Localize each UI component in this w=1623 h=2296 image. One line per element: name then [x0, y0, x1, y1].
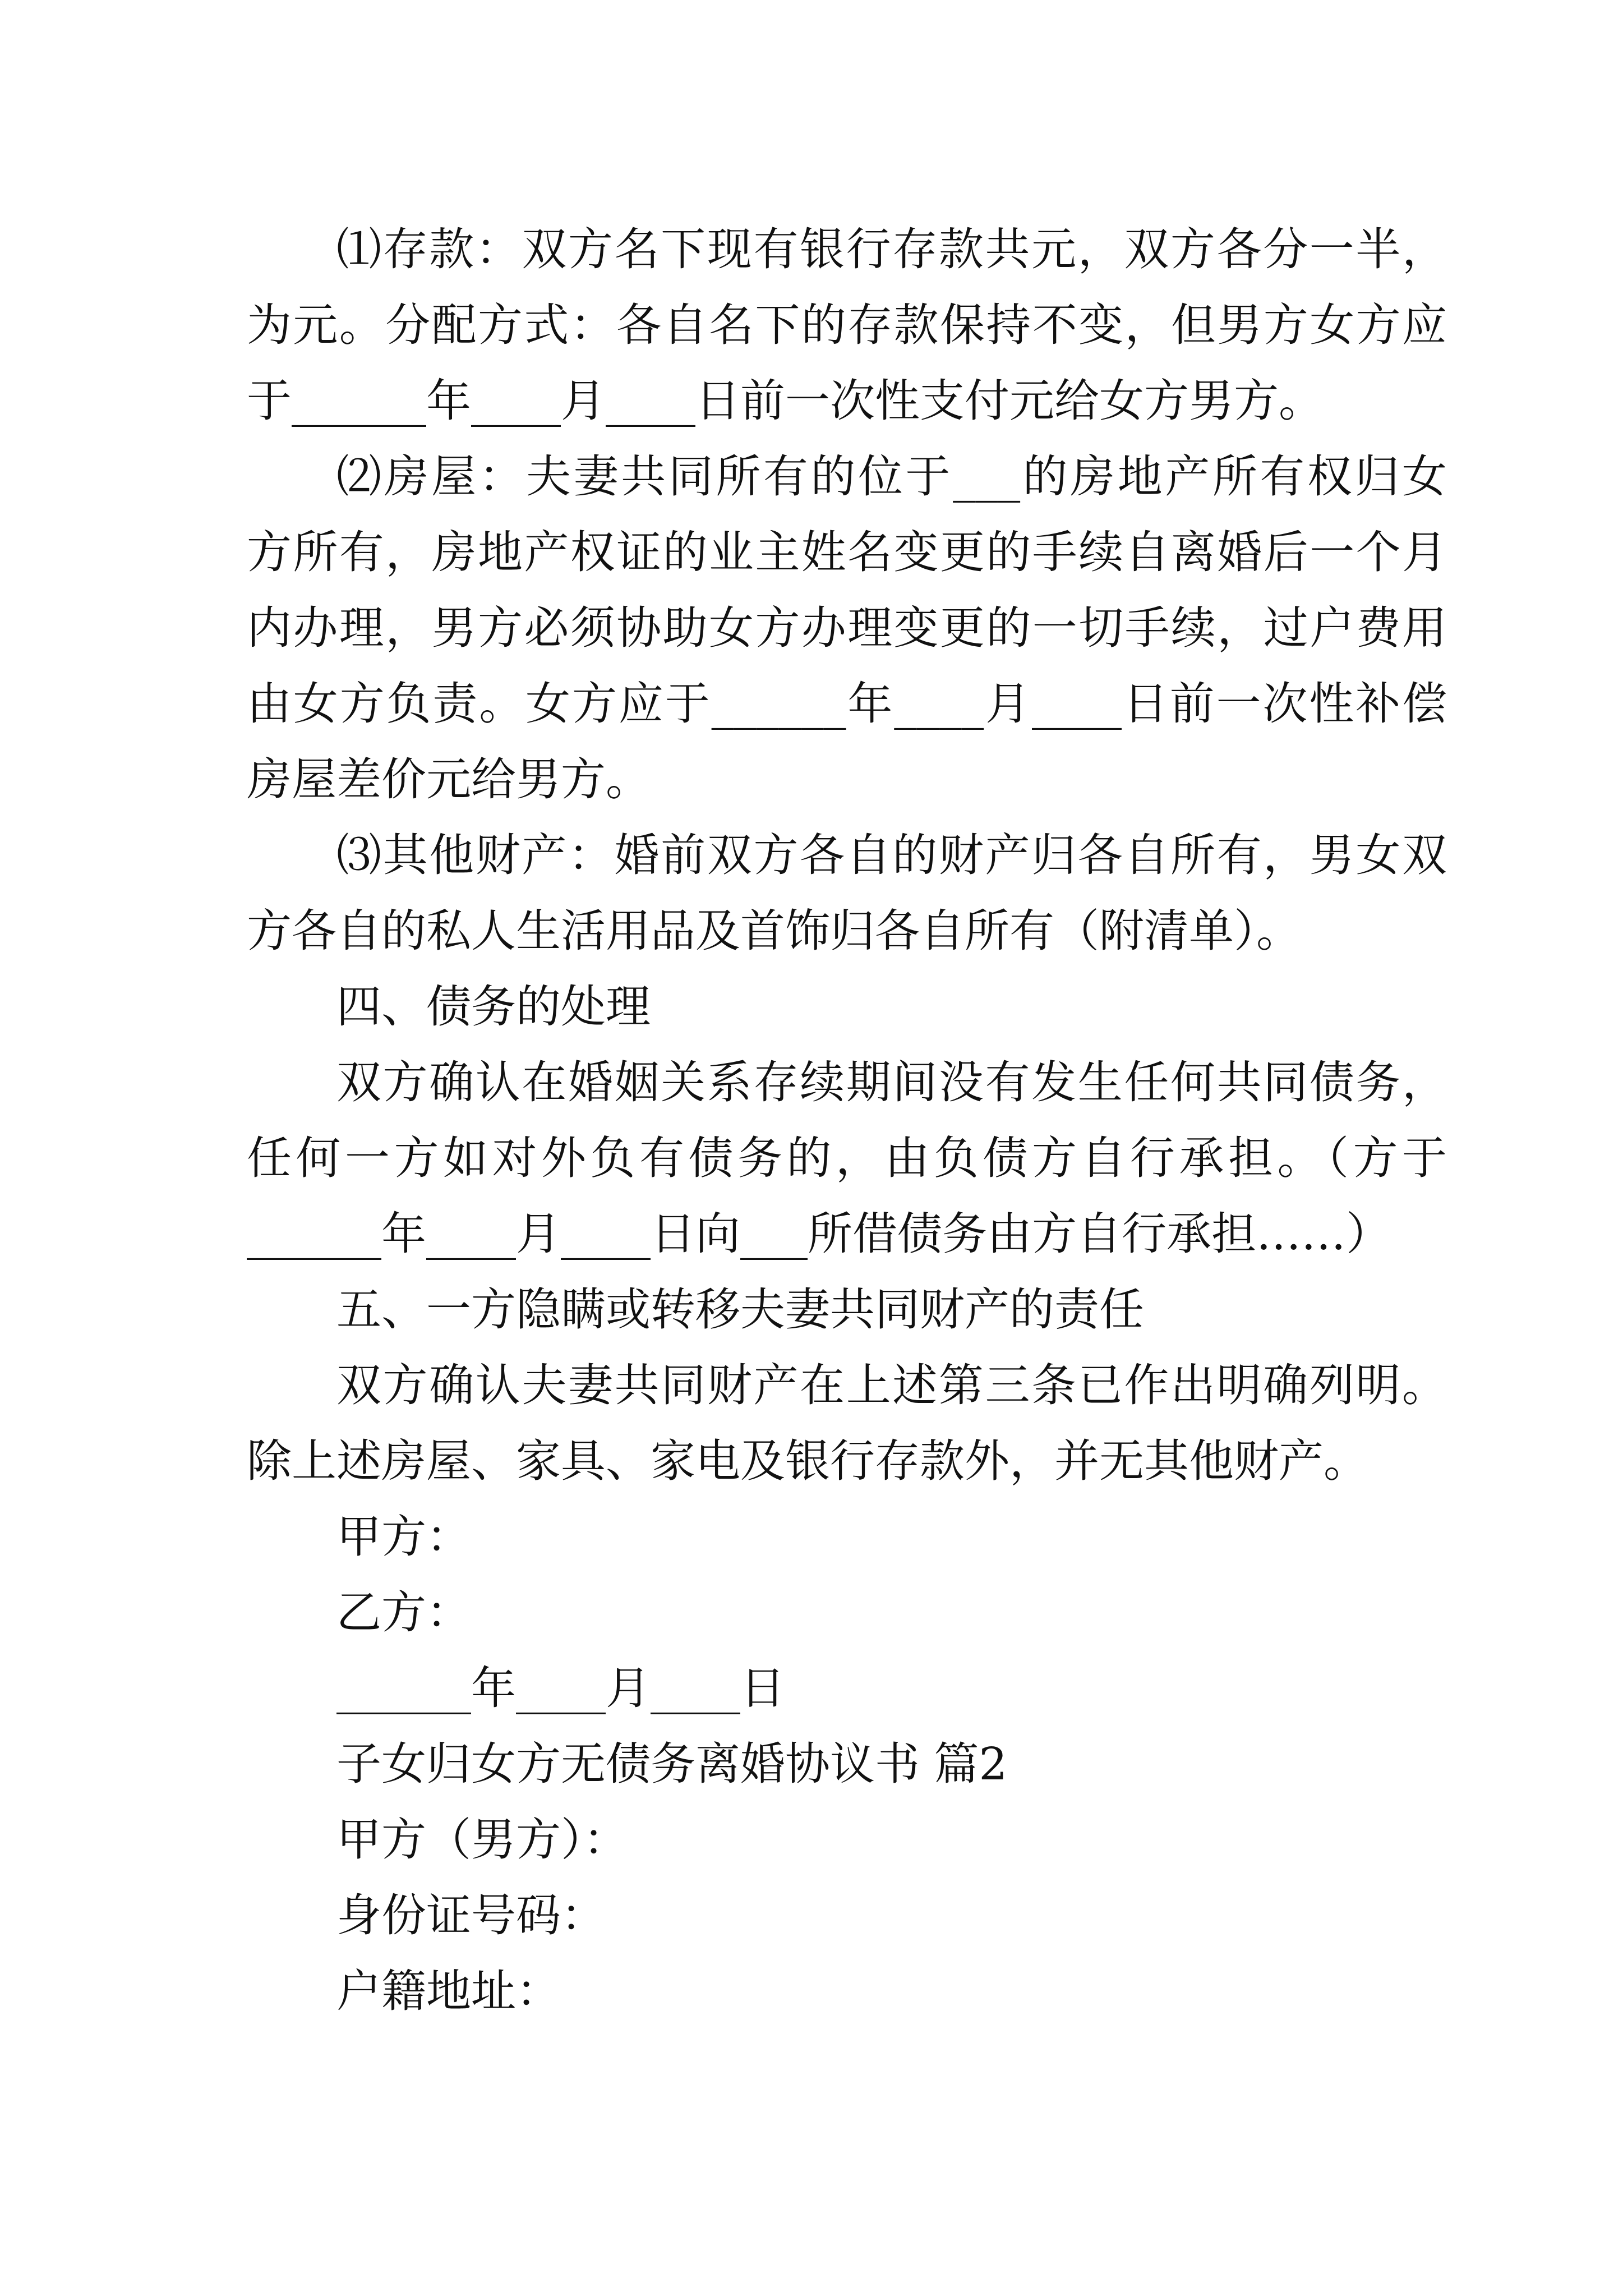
house-clause-line-2: 方所有，房地产权证的业主姓名变更的手续自离婚后一个月 [247, 526, 1447, 578]
debts-clause-line-1: 双方确认在婚姻关系存续期间没有发生任何共同债务， [336, 1056, 1447, 1108]
house-clause-line-5: 房屋差价元给男方。 [247, 753, 651, 806]
other-property-line-1: ⑶其他财产：婚前双方各自的财产归各自所有，男女双 [336, 829, 1447, 881]
debts-clause-line-3: ______年____月____日向___所借债务由方自行承担……） [247, 1208, 1391, 1260]
deposit-clause-line-1: ⑴存款：双方名下现有银行存款共元，双方各分一半， [336, 223, 1447, 275]
concealment-clause-line-2: 除上述房屋、家具、家电及银行存款外，并无其他财产。 [247, 1435, 1368, 1487]
house-clause-line-1: ⑵房屋：夫妻共同所有的位于___的房地产所有权归女 [336, 450, 1447, 503]
id-number-label: 身份证号码： [336, 1889, 606, 1941]
signing-date: ______年____月____日 [336, 1662, 785, 1714]
deposit-clause-line-2: 为元。分配方式：各自名下的存款保持不变，但男方女方应 [247, 299, 1447, 351]
concealment-clause-line-1: 双方确认夫妻共同财产在上述第三条已作出明确列明。 [336, 1359, 1447, 1411]
party-b-signature-label: 乙方： [336, 1586, 471, 1639]
party-a-signature-label: 甲方： [336, 1511, 471, 1563]
debts-clause-line-2: 任何一方如对外负有债务的，由负债方自行承担。（方于 [247, 1132, 1447, 1184]
household-address-label: 户籍地址： [336, 1965, 561, 2017]
party-a-male-label: 甲方（男方）： [336, 1814, 628, 1866]
other-property-line-2: 方各自的私人生活用品及首饰归各自所有（附清单）。 [247, 905, 1301, 957]
house-clause-line-3: 内办理，男方必须协助女方办理变更的一切手续，过户费用 [247, 602, 1447, 654]
section-heading-debts: 四、债务的处理 [336, 981, 651, 1033]
document-title-part-2: 子女归女方无债务离婚协议书 篇2 [336, 1738, 1008, 1790]
house-clause-line-4: 由女方负责。女方应于______年____月____日前一次性补偿 [247, 678, 1447, 730]
deposit-clause-line-3: 于______年____月____日前一次性支付元给女方男方。 [247, 375, 1324, 427]
section-heading-concealment: 五、一方隐瞒或转移夫妻共同财产的责任 [336, 1283, 1144, 1336]
